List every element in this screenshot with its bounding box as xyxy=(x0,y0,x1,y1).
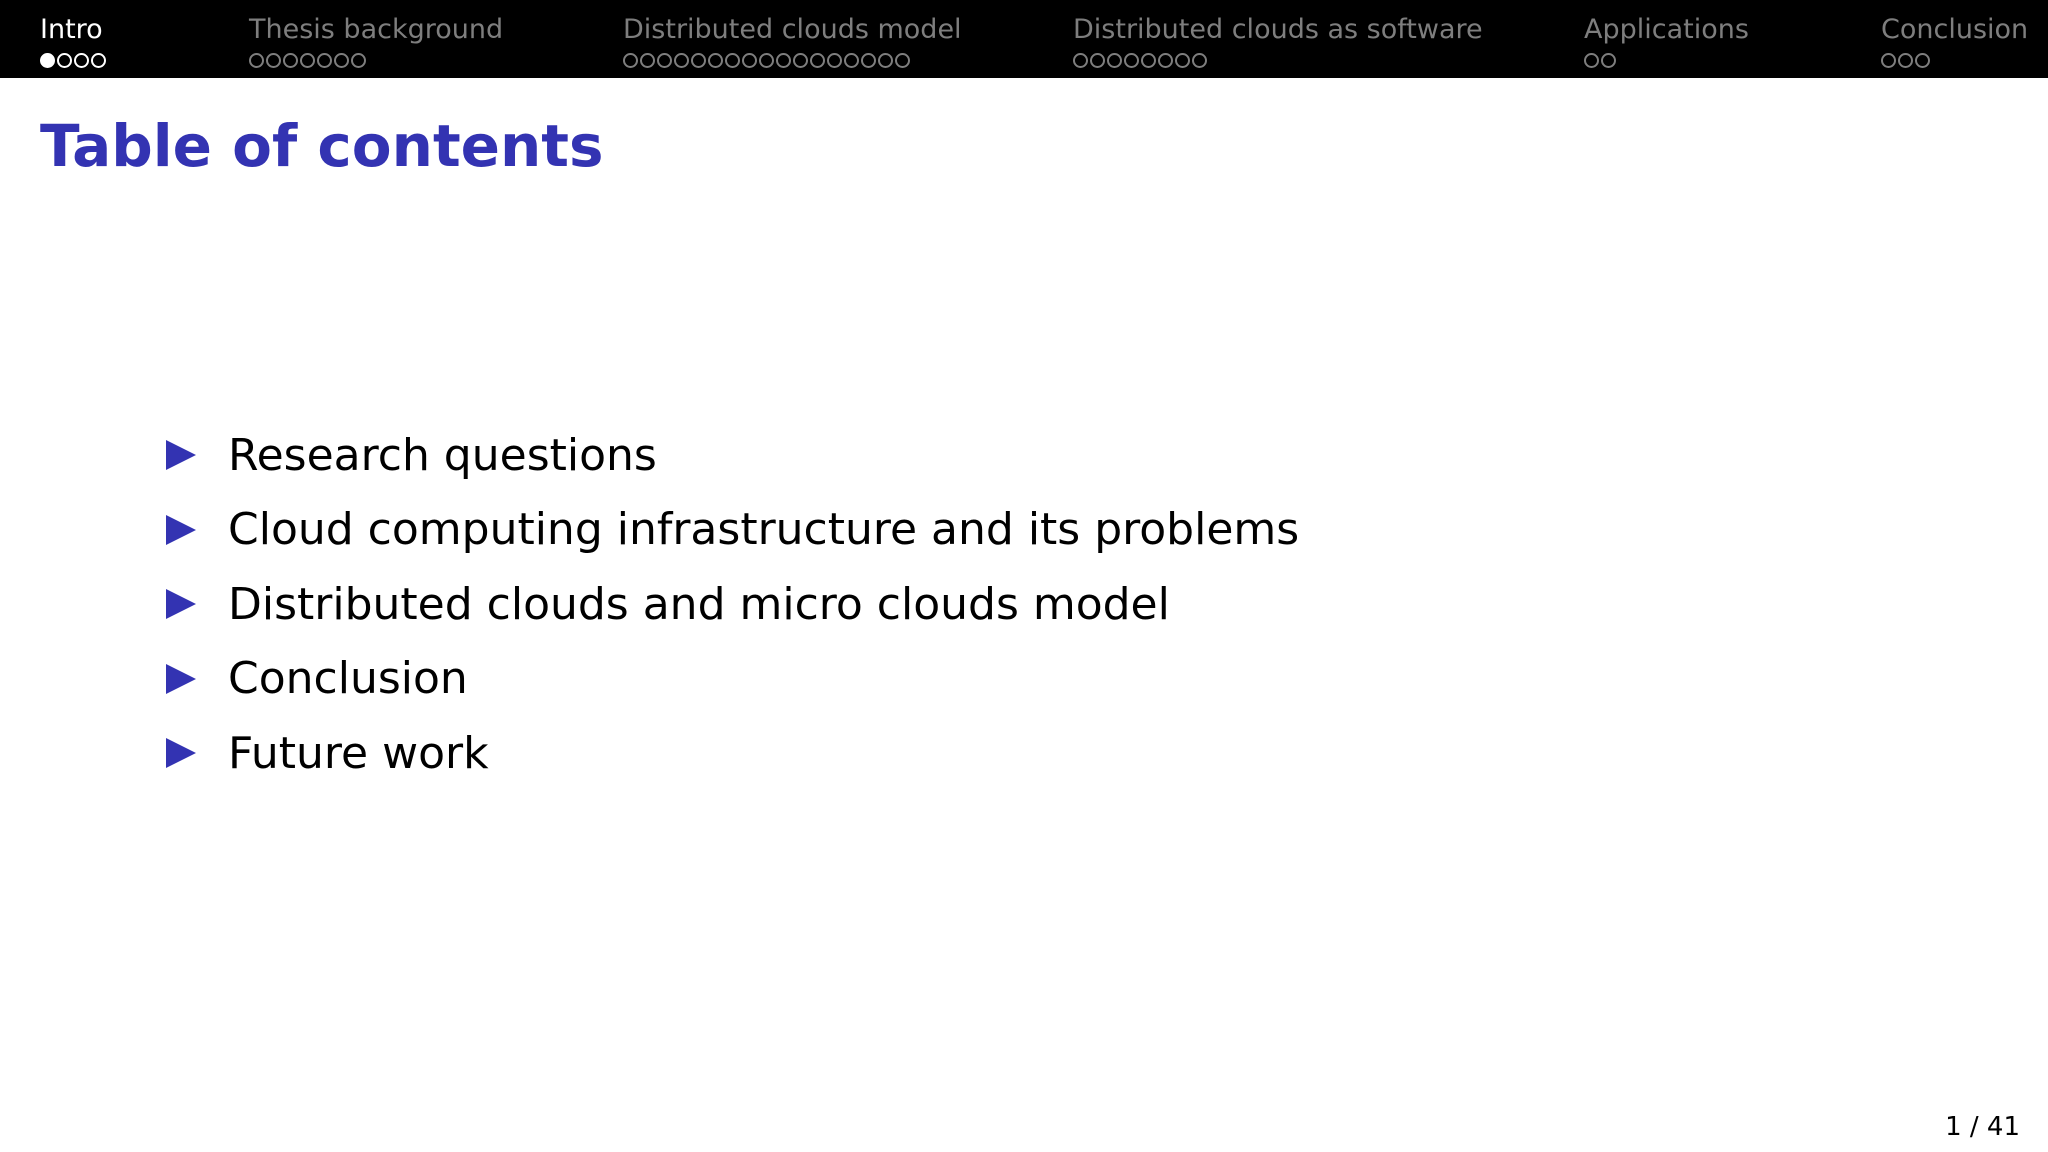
frame-dot-icon[interactable] xyxy=(1601,53,1616,68)
triangle-bullet-icon xyxy=(166,589,196,619)
nav-frame-dots xyxy=(1881,53,1932,68)
frame-dot-icon[interactable] xyxy=(674,53,689,68)
frame-dot-icon[interactable] xyxy=(57,53,72,68)
frame-dot-icon[interactable] xyxy=(725,53,740,68)
list-item-text: Conclusion xyxy=(228,653,468,705)
frame-dot-icon[interactable] xyxy=(1090,53,1105,68)
frame-dot-icon[interactable] xyxy=(810,53,825,68)
table-of-contents-list xyxy=(166,418,1299,791)
list-item xyxy=(166,493,1299,568)
frame-dot-icon[interactable] xyxy=(691,53,706,68)
frame-dot-icon[interactable] xyxy=(861,53,876,68)
frame-dot-icon[interactable] xyxy=(1192,53,1207,68)
triangle-bullet-icon xyxy=(166,738,196,768)
frame-dot-icon[interactable] xyxy=(640,53,655,68)
frame-dot-icon[interactable] xyxy=(317,53,332,68)
frame-dot-icon[interactable] xyxy=(91,53,106,68)
frame-dot-icon[interactable] xyxy=(74,53,89,68)
frame-dot-icon[interactable] xyxy=(895,53,910,68)
nav-section-label[interactable]: Intro xyxy=(40,14,103,45)
frame-dot-icon[interactable] xyxy=(878,53,893,68)
frame-dot-icon[interactable] xyxy=(793,53,808,68)
nav-section-label[interactable]: Distributed clouds model xyxy=(623,14,962,45)
frame-dot-icon[interactable] xyxy=(844,53,859,68)
frame-dot-icon[interactable] xyxy=(827,53,842,68)
list-item xyxy=(166,642,1299,717)
frame-dot-icon[interactable] xyxy=(759,53,774,68)
current-frame-dot-icon[interactable] xyxy=(40,53,55,68)
frame-dot-icon[interactable] xyxy=(334,53,349,68)
frame-dot-icon[interactable] xyxy=(1898,53,1913,68)
frame-dot-icon[interactable] xyxy=(1107,53,1122,68)
list-item-text: Research questions xyxy=(228,429,657,481)
page-number: 1 / 41 xyxy=(1945,1112,2020,1142)
nav-frame-dots xyxy=(40,53,108,68)
triangle-bullet-icon xyxy=(166,515,196,545)
triangle-bullet-icon xyxy=(166,664,196,694)
nav-frame-dots xyxy=(1073,53,1209,68)
nav-section-label[interactable]: Applications xyxy=(1584,14,1749,45)
list-item-text: Future work xyxy=(228,727,489,779)
frame-dot-icon[interactable] xyxy=(742,53,757,68)
frame-dot-icon[interactable] xyxy=(283,53,298,68)
frame-dot-icon[interactable] xyxy=(1915,53,1930,68)
nav-frame-dots xyxy=(1584,53,1618,68)
frame-dot-icon[interactable] xyxy=(1158,53,1173,68)
list-item-text: Distributed clouds and micro clouds model xyxy=(228,578,1170,630)
nav-section-label[interactable]: Conclusion xyxy=(1881,14,2029,45)
frame-dot-icon[interactable] xyxy=(1175,53,1190,68)
section-navigation-bar xyxy=(0,0,2048,78)
frame-dot-icon[interactable] xyxy=(1881,53,1896,68)
frame-dot-icon[interactable] xyxy=(300,53,315,68)
frame-dot-icon[interactable] xyxy=(623,53,638,68)
list-item xyxy=(166,567,1299,642)
nav-frame-dots xyxy=(623,53,912,68)
list-item-text: Cloud computing infrastructure and its problems xyxy=(228,504,1300,556)
list-item xyxy=(166,716,1299,791)
frame-dot-icon[interactable] xyxy=(1073,53,1088,68)
frame-dot-icon[interactable] xyxy=(351,53,366,68)
page-title: Table of contents xyxy=(40,112,604,180)
frame-dot-icon[interactable] xyxy=(1141,53,1156,68)
frame-dot-icon[interactable] xyxy=(708,53,723,68)
frame-dot-icon[interactable] xyxy=(1584,53,1599,68)
nav-section-label[interactable]: Thesis background xyxy=(249,14,504,45)
frame-dot-icon[interactable] xyxy=(1124,53,1139,68)
frame-dot-icon[interactable] xyxy=(249,53,264,68)
nav-frame-dots xyxy=(249,53,368,68)
frame-dot-icon[interactable] xyxy=(266,53,281,68)
triangle-bullet-icon xyxy=(166,440,196,470)
list-item xyxy=(166,418,1299,493)
frame-dot-icon[interactable] xyxy=(776,53,791,68)
nav-section-label[interactable]: Distributed clouds as software xyxy=(1073,14,1483,45)
frame-dot-icon[interactable] xyxy=(657,53,672,68)
